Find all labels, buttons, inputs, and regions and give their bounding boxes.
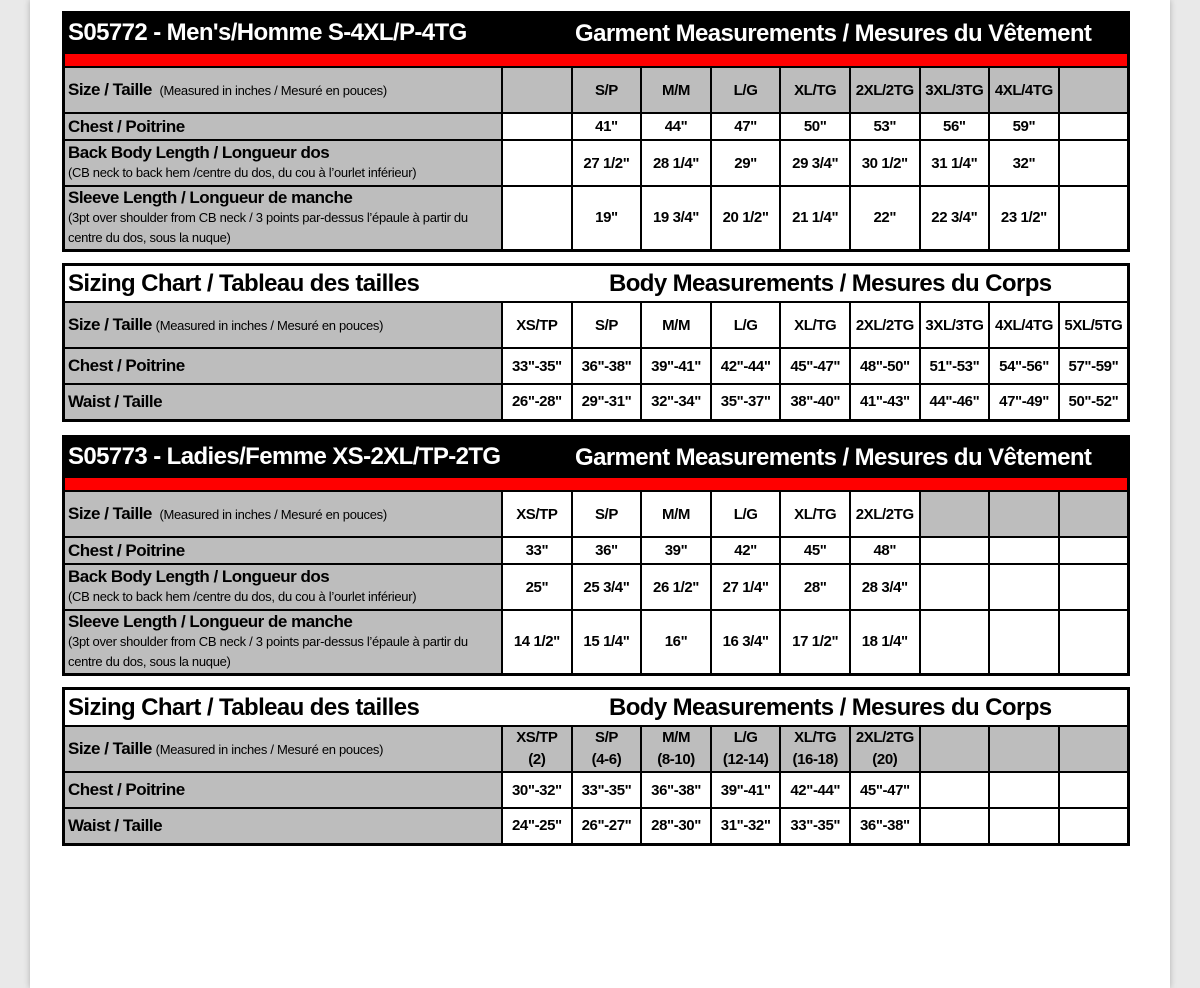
back-value-cell: 27 1/2" (572, 140, 642, 186)
men-body-chart (62, 263, 1130, 422)
chest-value-cell: 33"-35" (572, 772, 642, 808)
chest-label-cell (64, 113, 503, 140)
size-note: (Measured in inches / Mesuré en pouces) (155, 742, 384, 757)
men-body-title-left: Sizing Chart / Tableau des tailles (68, 269, 420, 297)
waist-value-cell (1059, 808, 1129, 844)
waist-label: Waist / Taille (68, 815, 163, 835)
men-garment-table (62, 11, 1130, 252)
sleeve-note: (3pt over shoulder from CB neck / 3 points par-dessus l’épaule à partir du centre du dos, sous la nuque) (68, 209, 468, 245)
chest-value-cell: 42"-44" (711, 348, 781, 384)
chest-value-cell: 50" (780, 113, 850, 140)
back-value-cell: 27 1/4" (711, 564, 781, 610)
sleeve-value-cell: 22" (850, 186, 920, 250)
men-garment-size-row (64, 67, 1129, 113)
sizes-value-cell (780, 726, 850, 772)
size-header-cell: 2XL/2TG (850, 67, 920, 113)
sleeve-value-cell (1059, 186, 1129, 250)
waist-value-cell: 26"-27" (572, 808, 642, 844)
chest-value-cell: 42"-44" (780, 772, 850, 808)
ladies-garment-red-band (64, 477, 1129, 491)
waist-value-cell: 44"-46" (920, 384, 990, 420)
waist-value-cell: 50"-52" (1059, 384, 1129, 420)
sizes-value-cell: L/G (711, 491, 781, 537)
ladies-garment-chest-row (64, 537, 1129, 564)
back-value-cell (502, 140, 572, 186)
ladies-body-title-row (64, 689, 1129, 727)
size-header-cell: L/G (711, 67, 781, 113)
back-label-cell (64, 140, 503, 186)
chest-value-cell: 44" (641, 113, 711, 140)
ladies-garment-title-left: S05773 - Ladies/Femme XS-2XL/TP-2TG (68, 443, 501, 470)
men-body-waist-row (64, 384, 1129, 420)
men-garment-chart (62, 11, 1130, 252)
size-numeric: (16-18) (792, 751, 839, 768)
sizes-value-cell (711, 726, 781, 772)
waist-value-cell: 35"-37" (711, 384, 781, 420)
size-header-cell: M/M (641, 67, 711, 113)
men-garment-sleeve-row (64, 186, 1129, 250)
chest-value-cell: 48"-50" (850, 348, 920, 384)
ladies-body-table (62, 687, 1130, 846)
sleeve-value-cell: 19" (572, 186, 642, 250)
back-label: Back Body Length / Longueur dos (68, 143, 330, 162)
chest-label: Chest / Poitrine (68, 540, 185, 560)
size-header-cell: 3XL/3TG (920, 67, 990, 113)
back-value-cell: 28 3/4" (850, 564, 920, 610)
ladies-body-title-right: Body Measurements / Mesures du Corps (609, 694, 1052, 721)
back-value-cell: 26 1/2" (641, 564, 711, 610)
back-value-cell: 28 1/4" (641, 140, 711, 186)
size-numeric: (8-10) (657, 751, 695, 768)
sleeve-value-cell: 14 1/2" (502, 610, 572, 674)
chest-value-cell: 36" (572, 537, 642, 564)
chest-value-cell: 47" (711, 113, 781, 140)
chest-label: Chest / Poitrine (68, 116, 185, 136)
ladies-body-waist-row (64, 808, 1129, 844)
waist-value-cell: 24"-25" (502, 808, 572, 844)
sleeve-value-cell: 18 1/4" (850, 610, 920, 674)
waist-value-cell: 36"-38" (850, 808, 920, 844)
sleeve-value-cell: 20 1/2" (711, 186, 781, 250)
waist-value-cell: 28"-30" (641, 808, 711, 844)
back-value-cell: 30 1/2" (850, 140, 920, 186)
chest-value-cell (920, 772, 990, 808)
back-value-cell (920, 564, 990, 610)
chest-label-cell (64, 348, 503, 384)
chest-value-cell: 57"-59" (1059, 348, 1129, 384)
chest-value-cell: 36"-38" (641, 772, 711, 808)
back-note: (CB neck to back hem /centre du dos, du cou à l’ourlet inférieur) (68, 165, 417, 180)
men-body-chest-row (64, 348, 1129, 384)
chest-label: Chest / Poitrine (68, 356, 185, 375)
chest-value-cell: 39"-41" (711, 772, 781, 808)
back-value-cell: 25" (502, 564, 572, 610)
ladies-body-size-row (64, 726, 1129, 772)
waist-label-cell (64, 808, 503, 844)
men-body-title-row (64, 265, 1129, 303)
sizes-value-cell (502, 726, 572, 772)
sizes-value-cell: S/P (572, 302, 642, 348)
size-numeric: (4-6) (591, 751, 622, 768)
chest-value-cell: 45"-47" (850, 772, 920, 808)
waist-value-cell: 47"-49" (989, 384, 1059, 420)
size-code: XS/TP (516, 729, 558, 746)
chest-value-cell: 41" (572, 113, 642, 140)
waist-value-cell: 26"-28" (502, 384, 572, 420)
waist-label: Waist / Taille (68, 391, 163, 411)
sizes-value-cell: XS/TP (502, 491, 572, 537)
sleeve-value-cell: 16" (641, 610, 711, 674)
chest-value-cell: 42" (711, 537, 781, 564)
back-label-cell (64, 564, 503, 610)
men-body-title-right: Body Measurements / Mesures du Corps (609, 270, 1052, 297)
sizes-value-cell: M/M (641, 302, 711, 348)
sleeve-value-cell (502, 186, 572, 250)
size-label: Size / Taille (68, 739, 152, 758)
back-value-cell: 31 1/4" (920, 140, 990, 186)
sizes-value-cell: XL/TG (780, 491, 850, 537)
men-garment-title-left: S05772 - Men's/Homme S-4XL/P-4TG (68, 19, 467, 46)
chest-value-cell (920, 537, 990, 564)
chest-value-cell (989, 537, 1059, 564)
sleeve-value-cell: 22 3/4" (920, 186, 990, 250)
waist-value-cell: 38"-40" (780, 384, 850, 420)
ladies-body-title-left: Sizing Chart / Tableau des tailles (68, 693, 420, 721)
size-code: S/P (594, 729, 618, 746)
size-numeric: (2) (528, 751, 546, 768)
sizes-value-cell: 3XL/3TG (920, 302, 990, 348)
size-header-cell (1059, 67, 1129, 113)
chest-value-cell: 56" (920, 113, 990, 140)
size-code: 2XL/2TG (855, 729, 914, 746)
sleeve-label-cell (64, 610, 503, 674)
back-value-cell (1059, 564, 1129, 610)
size-numeric: (20) (872, 751, 898, 768)
men-garment-back-row (64, 140, 1129, 186)
sizes-value-cell: S/P (572, 491, 642, 537)
ladies-body-chart (62, 687, 1130, 846)
size-header-cell: S/P (572, 67, 642, 113)
sizes-value-cell (989, 726, 1059, 772)
sizes-value-cell: 2XL/2TG (850, 491, 920, 537)
chest-value-cell: 51"-53" (920, 348, 990, 384)
sleeve-value-cell (989, 610, 1059, 674)
chest-value-cell: 45" (780, 537, 850, 564)
chest-value-cell: 48" (850, 537, 920, 564)
ladies-garment-back-row (64, 564, 1129, 610)
size-note: (Measured in inches / Mesuré en pouces) (159, 507, 387, 522)
size-code: M/M (662, 729, 691, 746)
chest-value-cell: 39" (641, 537, 711, 564)
sizes-value-cell (1059, 726, 1129, 772)
back-value-cell: 25 3/4" (572, 564, 642, 610)
sizes-value-cell: 4XL/4TG (989, 302, 1059, 348)
ladies-garment-title-row (64, 437, 1129, 478)
waist-value-cell: 32"-34" (641, 384, 711, 420)
size-label-cell (64, 491, 503, 537)
size-numeric: (12-14) (722, 751, 769, 768)
back-note: (CB neck to back hem /centre du dos, du cou à l’ourlet inférieur) (68, 589, 417, 604)
sleeve-label-cell (64, 186, 503, 250)
waist-value-cell (989, 808, 1059, 844)
chest-value-cell (1059, 772, 1129, 808)
sizes-value-cell: XS/TP (502, 302, 572, 348)
size-label-cell (64, 67, 503, 113)
sizes-value-cell: 5XL/5TG (1059, 302, 1129, 348)
back-value-cell (989, 564, 1059, 610)
sizes-value-cell (850, 726, 920, 772)
sizes-value-cell: XL/TG (780, 302, 850, 348)
chest-label-cell (64, 772, 503, 808)
back-value-cell: 29 3/4" (780, 140, 850, 186)
chest-value-cell: 33" (502, 537, 572, 564)
ladies-garment-size-row (64, 491, 1129, 537)
size-code: L/G (733, 729, 758, 746)
size-label: Size / Taille (68, 504, 152, 523)
ladies-garment-title-right: Garment Measurements / Mesures du Vêtement (575, 444, 1092, 471)
sleeve-value-cell: 17 1/2" (780, 610, 850, 674)
size-code: XL/TG (794, 729, 837, 746)
back-value-cell: 29" (711, 140, 781, 186)
sleeve-value-cell: 19 3/4" (641, 186, 711, 250)
size-note: (Measured in inches / Mesuré en pouces) (155, 318, 384, 333)
size-label-cell (64, 302, 503, 348)
size-header-cell (502, 67, 572, 113)
chest-value-cell (989, 772, 1059, 808)
men-garment-title-right: Garment Measurements / Mesures du Vêtement (575, 20, 1092, 47)
waist-value-cell: 33"-35" (780, 808, 850, 844)
men-body-size-row (64, 302, 1129, 348)
chest-value-cell: 59" (989, 113, 1059, 140)
chest-value-cell: 45"-47" (780, 348, 850, 384)
waist-value-cell (920, 808, 990, 844)
ladies-garment-table (62, 435, 1130, 676)
chest-value-cell: 30"-32" (502, 772, 572, 808)
sleeve-value-cell (1059, 610, 1129, 674)
size-label: Size / Taille (68, 80, 152, 99)
chest-value-cell (1059, 113, 1129, 140)
sleeve-value-cell: 15 1/4" (572, 610, 642, 674)
chest-value-cell: 54"-56" (989, 348, 1059, 384)
sizes-value-cell (920, 726, 990, 772)
waist-value-cell: 31"-32" (711, 808, 781, 844)
waist-value-cell: 41"-43" (850, 384, 920, 420)
size-header-cell: 4XL/4TG (989, 67, 1059, 113)
waist-label-cell (64, 384, 503, 420)
chest-label-cell (64, 537, 503, 564)
sleeve-value-cell: 23 1/2" (989, 186, 1059, 250)
chest-value-cell: 39"-41" (641, 348, 711, 384)
sleeve-label: Sleeve Length / Longueur de manche (68, 187, 353, 207)
ladies-garment-sleeve-row (64, 610, 1129, 674)
size-note: (Measured in inches / Mesuré en pouces) (159, 83, 387, 98)
sizes-value-cell (641, 726, 711, 772)
ladies-body-chest-row (64, 772, 1129, 808)
sizes-value-cell (572, 726, 642, 772)
waist-value-cell: 29"-31" (572, 384, 642, 420)
men-garment-chest-row (64, 113, 1129, 140)
back-value-cell: 28" (780, 564, 850, 610)
back-value-cell (1059, 140, 1129, 186)
sizes-value-cell: L/G (711, 302, 781, 348)
chest-value-cell (1059, 537, 1129, 564)
sleeve-note: (3pt over shoulder from CB neck / 3 points par-dessus l’épaule à partir du centre du dos, sous la nuque) (68, 633, 468, 669)
sizes-value-cell (920, 491, 990, 537)
size-label-cell (64, 726, 503, 772)
sizes-value-cell: 2XL/2TG (850, 302, 920, 348)
sizes-value-cell (989, 491, 1059, 537)
men-garment-red-band (64, 53, 1129, 67)
chest-value-cell: 36"-38" (572, 348, 642, 384)
chest-label: Chest / Poitrine (68, 780, 185, 799)
size-label: Size / Taille (68, 315, 152, 334)
sizes-value-cell: M/M (641, 491, 711, 537)
size-header-cell: XL/TG (780, 67, 850, 113)
back-value-cell: 32" (989, 140, 1059, 186)
chest-value-cell (502, 113, 572, 140)
sizes-value-cell (1059, 491, 1129, 537)
sleeve-value-cell: 21 1/4" (780, 186, 850, 250)
chest-value-cell: 53" (850, 113, 920, 140)
sleeve-value-cell: 16 3/4" (711, 610, 781, 674)
back-label: Back Body Length / Longueur dos (68, 567, 330, 586)
sleeve-label: Sleeve Length / Longueur de manche (68, 611, 353, 631)
chest-value-cell: 33"-35" (502, 348, 572, 384)
men-garment-title-row (64, 13, 1129, 54)
sleeve-value-cell (920, 610, 990, 674)
men-body-table (62, 263, 1130, 422)
ladies-garment-chart (62, 435, 1130, 676)
